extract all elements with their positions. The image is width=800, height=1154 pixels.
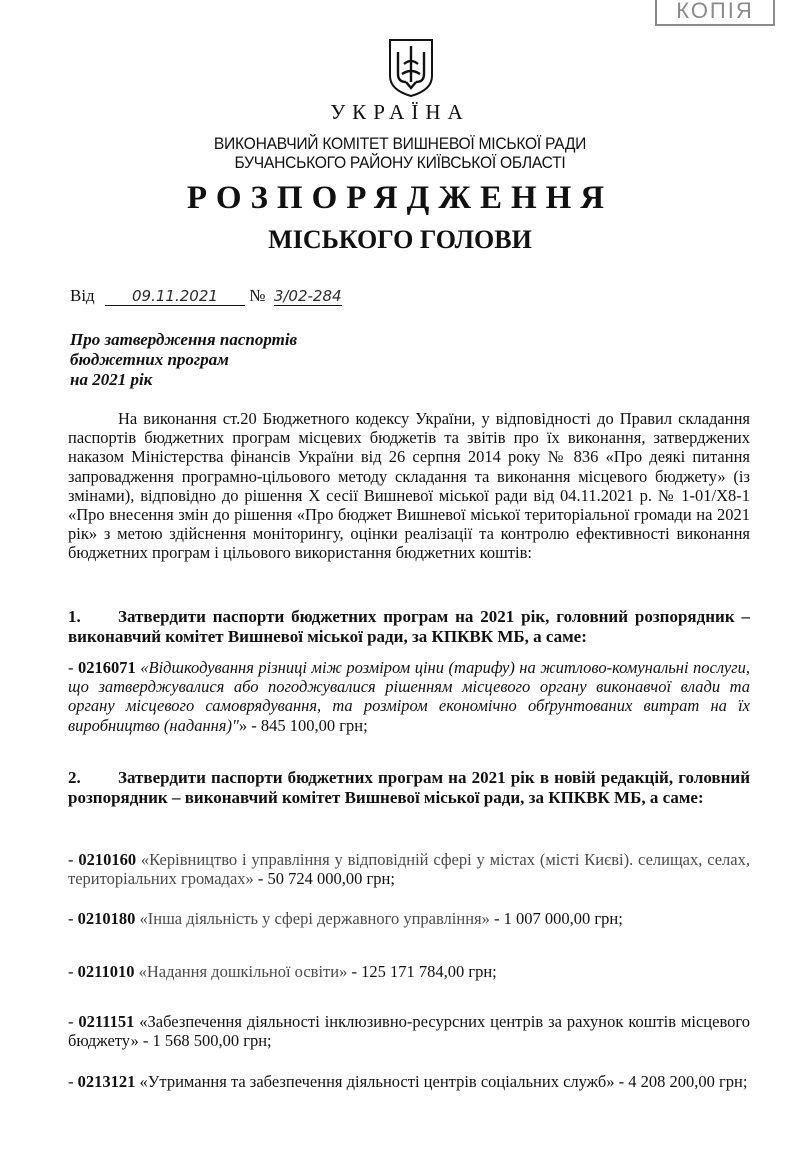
list-item	[68, 962, 750, 981]
section2-heading	[68, 768, 750, 808]
trident-coat-of-arms-icon	[386, 38, 436, 98]
item-name: «Інша діяльність у сфері державного управління»	[135, 909, 490, 928]
intro-paragraph: На виконання ст.20 Бюджетного кодексу України, у відповідності до Правил складання паспортів бюджетних програм місцевих бюджетів та звітів про їх виконання, затверджених наказом Міністерства фінансів України від 26 серпня 2014 року № 836 «Про деякі питання запровадження програмно-цільового методу складання та виконання місцевого бюджету» (із змінами), відповідно до рішення Х сесії Вишневої міської ради від 04.11.2021 р. № 1-01/Х8-1 «Про внесення змін до рішення «Про бюджет Вишневої міської територіальної громади на 2021 рік» з метою здійснення моніторингу, оцінки реалізації та контролю ефективності виконання бюджетних програм і цільового використання бюджетних коштів:	[68, 409, 750, 563]
copy-stamp: КОПІЯ	[655, 0, 775, 26]
list-item	[68, 850, 750, 888]
section2-number: 2.	[68, 768, 81, 787]
item-code: 0210180	[77, 909, 136, 928]
item-amount: - 4 208 200,00 грн;	[614, 1072, 748, 1091]
country-name: УКРАЇНА	[330, 100, 470, 124]
item-name: «Надання дошкільної освіти»	[134, 962, 348, 981]
item-code: 0211151	[78, 1012, 135, 1031]
item-dash: -	[68, 850, 79, 869]
item-name: «Забезпечення діяльності інклюзивно-ресурсних центрів за рахунок коштів місцевого бюджету»	[68, 1012, 750, 1051]
section1-number: 1.	[68, 607, 81, 626]
date-label: Від	[70, 286, 95, 305]
item-amount: - 50 724 000,00 грн;	[253, 869, 395, 889]
document-subtitle: МІСЬКОГО ГОЛОВИ	[268, 225, 532, 254]
org-name-line2: БУЧАНСЬКОГО РАЙОНУ КИЇВСЬКОЇ ОБЛАСТІ	[234, 153, 566, 172]
date-number-line	[70, 286, 342, 306]
handwritten-number: 3/02-284	[273, 287, 342, 305]
list-item	[68, 909, 750, 928]
item-amount: - 125 171 784,00 грн;	[347, 962, 497, 981]
item-code: 0210160	[78, 850, 137, 869]
list-item	[68, 658, 750, 735]
item-amount: - 1 568 500,00 грн;	[138, 1031, 272, 1051]
item-name: «Керівництво і управління у відповідній сфері у містах (місті Києві). селищах, селах, територіальних громадах»	[68, 850, 750, 889]
document-title: РОЗПОРЯДЖЕННЯ	[186, 180, 614, 216]
item-code: 0216071	[78, 658, 136, 677]
item-code: 0211010	[77, 962, 135, 981]
number-sign: №	[249, 286, 266, 305]
list-item	[68, 1012, 750, 1050]
subject-line2: бюджетних програм	[70, 350, 229, 369]
item-amount: » - 845 100,00 грн;	[238, 715, 368, 735]
item-dash: -	[68, 658, 78, 677]
item-dash: -	[68, 962, 78, 981]
subject-block	[70, 330, 297, 390]
item-dash: -	[68, 1072, 78, 1091]
item-dash: -	[68, 1012, 79, 1031]
subject-line1: Про затвердження паспортів	[70, 330, 298, 349]
item-code: 0213121	[77, 1072, 136, 1091]
handwritten-date: 09.11.2021	[105, 287, 245, 306]
list-item	[68, 1072, 750, 1091]
item-name: «Відшкодування різниці між розміром ціни (тарифу) на житлово-комунальні послуги, що затверджувалися або погоджувалися рішенням місцевого органу виконавчої влади та органу місцевого самоврядування, та розміром економічно обґрунтованих витрат на їх виробництво (надання)"	[68, 658, 750, 735]
section1-heading-text: Затвердити паспорти бюджетних програм на 2021 рік, головний розпорядник – виконавчий комітет Вишневої міської ради, за КПКВК МБ, а саме:	[68, 607, 750, 646]
item-name: «Утримання та забезпечення діяльності центрів соціальних служб»	[135, 1072, 615, 1091]
subject-line3: на 2021 рік	[70, 370, 153, 389]
section2-heading-text: Затвердити паспорти бюджетних програм на 2021 рік в новій редакцій, головний розпорядник – виконавчий комітет Вишневої міської ради, за КПКВК МБ, а саме:	[68, 768, 750, 807]
section1-heading	[68, 607, 750, 647]
item-dash: -	[68, 909, 78, 928]
item-amount: - 1 007 000,00 грн;	[489, 909, 623, 928]
org-name-line1: ВИКОНАВЧИЙ КОМІТЕТ ВИШНЕВОЇ МІСЬКОЇ РАДИ	[213, 134, 587, 153]
